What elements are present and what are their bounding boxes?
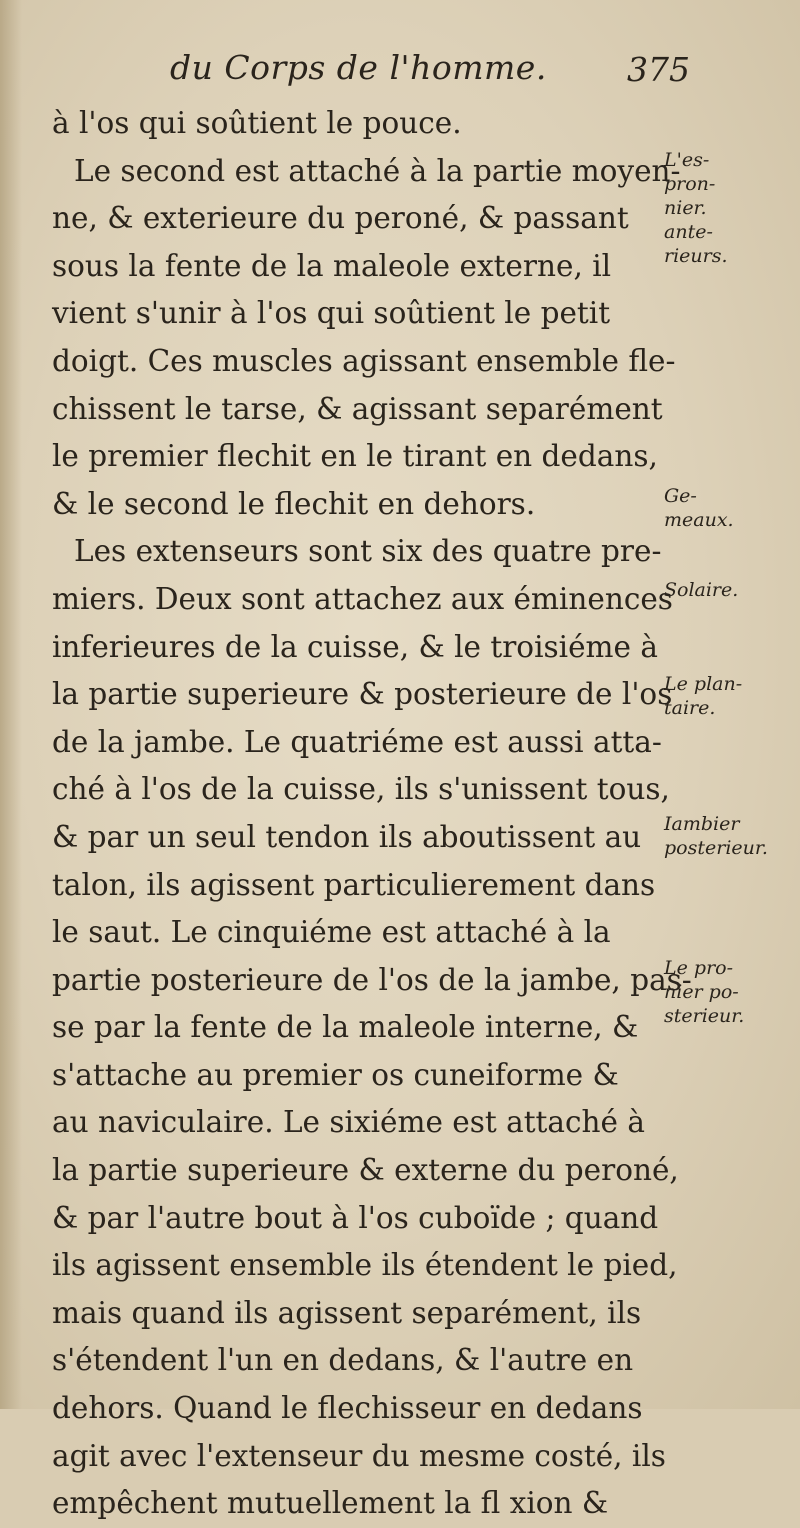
text-line: au naviculaire. Le sixiéme est attaché à: [52, 1105, 645, 1140]
page-gutter-shadow: [0, 0, 22, 1409]
margin-note-line: Iambier: [664, 813, 740, 835]
margin-note-line: Le pro-: [664, 957, 734, 979]
running-head: [170, 48, 690, 96]
text-line: partie posterieure de l'os de la jambe, pas-: [52, 962, 692, 997]
text-line: à l'os qui soûtient le pouce.: [52, 106, 462, 140]
margin-note-line: sterieur.: [664, 1005, 745, 1027]
margin-note-line: nier.: [664, 197, 707, 219]
margin-note-line: pron-: [664, 173, 716, 195]
text-line: & par l'autre bout à l'os cuboïde ; quand: [52, 1200, 659, 1235]
text-line: & le second le flechit en dehors.: [52, 486, 536, 521]
margin-note-line: nier po-: [664, 981, 739, 1003]
text-line: la partie superieure & posterieure de l'os: [52, 677, 673, 712]
page-number: 375: [627, 50, 690, 89]
margin-note-gemeaux: [664, 484, 734, 532]
text-line: chissent le tarse, & agissant separément: [52, 391, 663, 426]
text-line: talon, ils agissent particulierement dans: [52, 867, 656, 902]
text-line: agit avec l'extenseur du mesme costé, ils: [52, 1438, 666, 1473]
margin-note-line: L'es-: [664, 149, 710, 171]
margin-note-plantaire: [664, 672, 742, 720]
margin-note-line: posterieur.: [664, 837, 768, 859]
text-line: inferieures de la cuisse, & le troisiéme à: [52, 629, 658, 664]
text-line: la partie superieure & externe du peroné,: [52, 1153, 679, 1188]
text-line: le saut. Le cinquiéme est attaché à la: [52, 915, 611, 950]
margin-note-line: meaux.: [664, 509, 734, 531]
margin-note-peronier-posterieur: [664, 956, 744, 1028]
text-line: ché à l'os de la cuisse, ils s'unissent tous,: [52, 772, 670, 807]
margin-note-iambier-posterieur: [664, 812, 768, 860]
text-line: le premier flechit en le tirant en dedans,: [52, 439, 658, 474]
text-line: & par un seul tendon ils aboutissent au: [52, 819, 642, 854]
text-line: doigt. Ces muscles agissant ensemble fle-: [52, 343, 676, 378]
text-line: empêchent mutuellement la fl xion &: [52, 1486, 609, 1521]
text-line: s'étendent l'un en dedans, & l'autre en: [52, 1343, 634, 1378]
margin-note-line: rieurs.: [664, 245, 728, 267]
text-line: ils agissent ensemble ils étendent le pied,: [52, 1248, 678, 1283]
margin-note-line: Le plan-: [664, 673, 743, 695]
text-line: sous la fente de la maleole externe, il: [52, 248, 612, 283]
running-title: du Corps de l'homme.: [170, 48, 547, 87]
margin-note-solaire: [664, 578, 738, 602]
text-line: Les extenseurs sont six des quatre pre-: [74, 534, 662, 569]
text-line: s'attache au premier os cuneiforme &: [52, 1057, 619, 1092]
margin-note-line: Ge-: [664, 485, 697, 507]
text-line: dehors. Quand le flechisseur en dedans: [52, 1391, 643, 1426]
text-line: se par la fente de la maleole interne, &: [52, 1010, 639, 1045]
text-line: mais quand ils agissent separément, ils: [52, 1295, 642, 1330]
margin-note-peroniers-anterieurs: [664, 148, 728, 268]
text-line: ne, & exterieure du peroné, & passant: [52, 201, 629, 236]
margin-note-line: Solaire.: [664, 579, 739, 601]
text-line: miers. Deux sont attachez aux éminences: [52, 581, 673, 616]
margin-note-line: taire.: [664, 697, 716, 719]
text-line: vient s'unir à l'os qui soûtient le petit: [52, 296, 611, 331]
text-line: Le second est attaché à la partie moyen-: [74, 153, 681, 188]
margin-note-line: ante-: [664, 221, 713, 243]
text-line: de la jambe. Le quatriéme est aussi atta-: [52, 724, 662, 759]
